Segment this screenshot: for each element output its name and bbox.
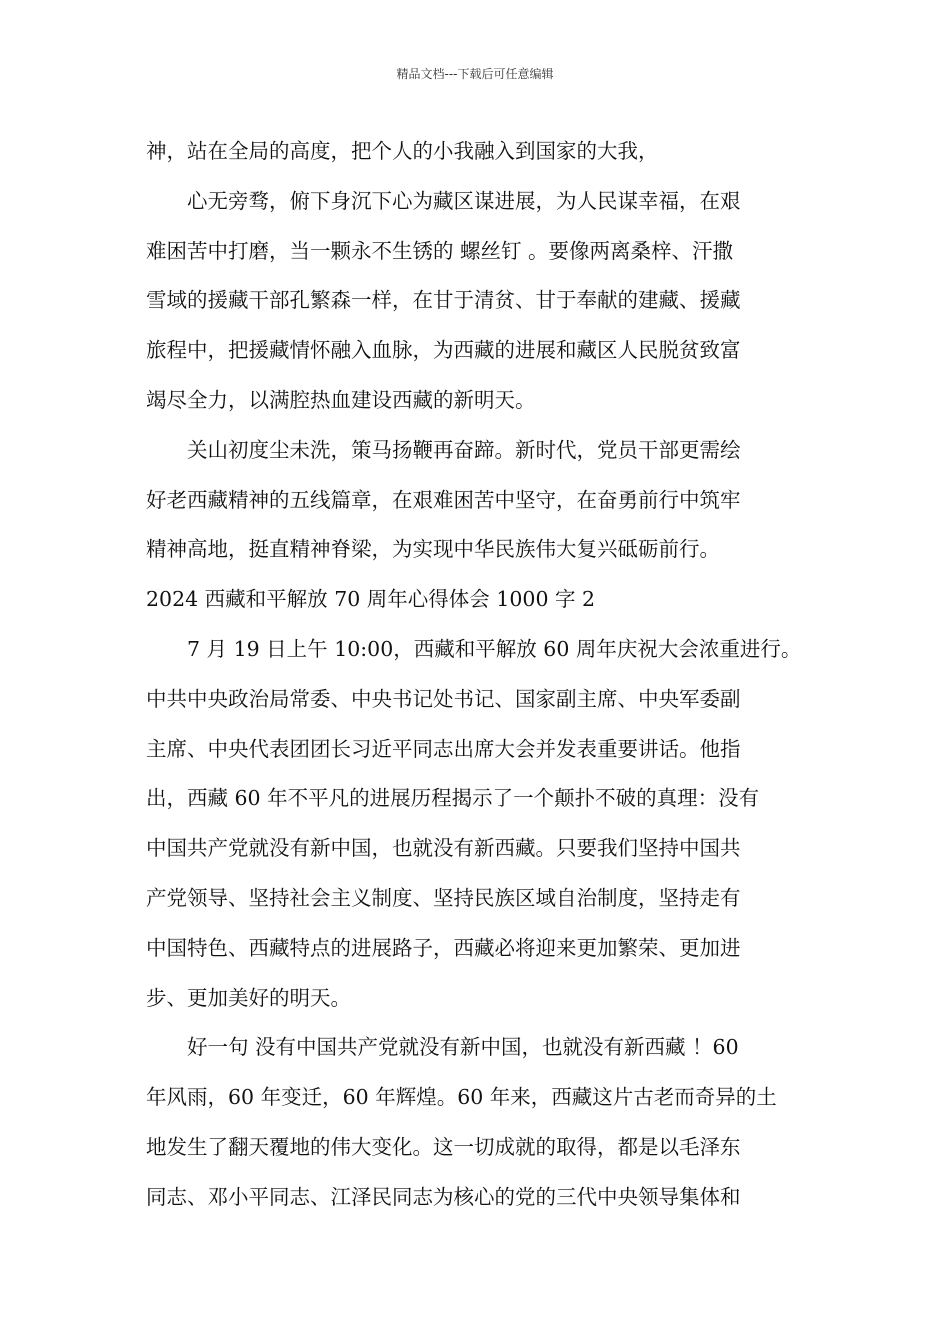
text-line: 2024 西藏和平解放 70 周年心得体会 1000 字 2 — [146, 587, 596, 612]
paragraph — [146, 1023, 826, 1222]
text-line: 7 月 19 日上午 10:00，西藏和平解放 60 周年庆祝大会浓重进行。 — [187, 636, 802, 661]
text-line: 中国共产党就没有新中国，也就没有新西藏。只要我们坚持中国共 — [146, 836, 741, 861]
text-line: 年风雨，60 年变迁，60 年辉煌。60 年来，西藏这片古老而奇异的土 — [146, 1085, 777, 1110]
text-line: 竭尽全力，以满腔热血建设西藏的新明天。 — [146, 387, 536, 412]
text-line: 主席、中央代表团团长习近平同志出席大会并发表重要讲话。他指 — [146, 736, 741, 761]
text-line: 中国特色、西藏特点的进展路子，西藏必将迎来更加繁荣、更加进 — [146, 935, 741, 960]
text-line: 产党领导、坚持社会主义制度、坚持民族区域自治制度，坚持走有 — [146, 885, 741, 910]
page-header: 精品文档---下载后可任意编辑 — [396, 67, 554, 81]
text-line: 精神高地，挺直精神脊梁，为实现中华民族伟大复兴砥砺前行。 — [146, 537, 720, 562]
text-line: 神，站在全局的高度，把个人的小我融入到国家的大我， — [146, 139, 659, 163]
paragraph — [146, 625, 826, 1023]
section-heading — [146, 575, 826, 625]
text-line: 难困苦中打磨，当一颗永不生锈的 螺丝钉 。要像两离桑梓、汗撒 — [146, 238, 734, 263]
text-line: 旅程中，把援藏情怀融入血脉，为西藏的进展和藏区人民脱贫致富 — [146, 338, 741, 363]
text-line: 关山初度尘未洗，策马扬鞭再奋蹄。新时代，党员干部更需绘 — [187, 437, 741, 462]
text-line: 雪域的援藏干部孔繁森一样，在甘于清贫、甘于奉献的建藏、援藏 — [146, 288, 741, 313]
paragraph — [146, 127, 826, 177]
text-line: 好老西藏精神的五线篇章，在艰难困苦中坚守，在奋勇前行中筑牢 — [146, 487, 741, 512]
text-line: 好一句 没有中国共产党就没有新中国，也就没有新西藏 ！60 — [187, 1035, 739, 1060]
document-body — [146, 127, 826, 1223]
paragraph — [146, 177, 826, 426]
text-line: 心无旁骛，俯下身沉下心为藏区谋进展，为人民谋幸福，在艰 — [187, 188, 741, 213]
text-line: 同志、邓小平同志、江泽民同志为核心的党的三代中央领导集体和 — [146, 1184, 741, 1209]
text-line: 地发生了翻天覆地的伟大变化。这一切成就的取得，都是以毛泽东 — [146, 1134, 741, 1159]
text-line: 出，西藏 60 年不平凡的进展历程揭示了一个颠扑不破的真理：没有 — [146, 786, 760, 811]
text-line: 中共中央政治局常委、中央书记处书记、国家副主席、中央军委副 — [146, 686, 741, 711]
paragraph — [146, 426, 826, 575]
text-line: 步、更加美好的明天。 — [146, 985, 351, 1010]
